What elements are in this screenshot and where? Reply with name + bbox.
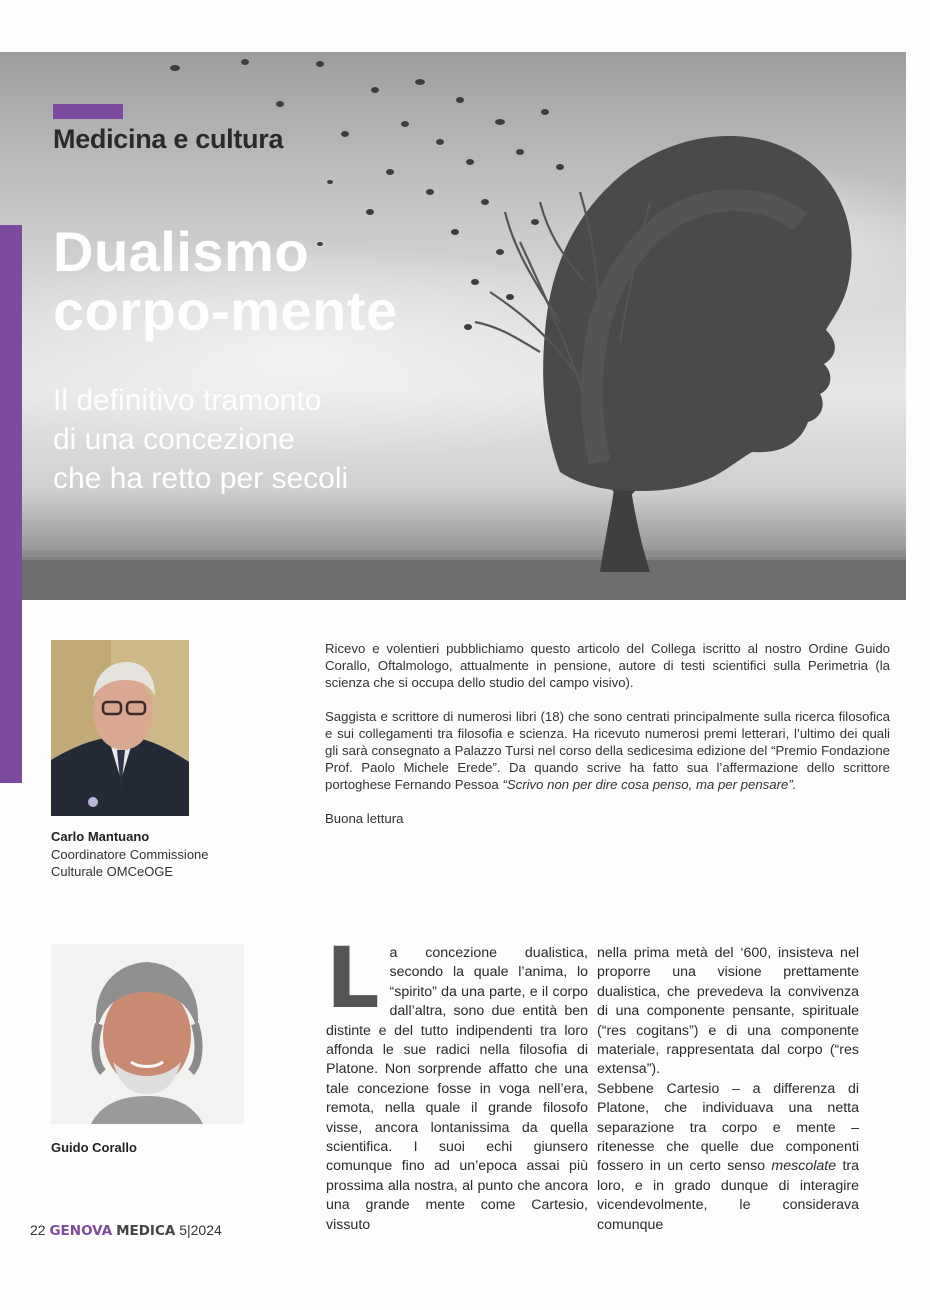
subtitle-line-3: che ha retto per secoli	[53, 462, 349, 495]
page-footer	[30, 1222, 222, 1239]
caption-name-corallo: Guido Corallo	[51, 1140, 137, 1155]
page-number: 22	[30, 1222, 46, 1238]
intro-paragraph-1: Ricevo e volentieri pubblichiamo questo articolo del Collega iscritto al nostro Ordine Guido Corallo, Oftalmologo, attualmente in pensione, autore di testi scientifici sulla Perimetria (la scienza che si occupa dello studio del campo visivo).	[325, 641, 890, 690]
article-column-1: La concezione dualistica, secondo la quale l’anima, lo “spirito” da una parte, e il corpo dall’altra, sono due entità ben distinte e del tutto indipendenti tra loro affonda le sue radici nella filosofia di Platone. Non sorprende affatto che una tale concezione fosse in voga nell’era, remota, nella quale il grande filosofo visse, ancora lontanissima da quella scientifica. I suoi echi giunsero comunque fino ad un’epoca assai più prossima alla nostra, al punto che ancora una grande mente come Cartesio, vissuto	[326, 929, 588, 1233]
author-photo-mantuano	[51, 640, 189, 816]
caption-role-mantuano: Coordinatore Commissione Culturale OMCeOGE	[51, 847, 209, 879]
author-photo-corallo	[51, 944, 244, 1124]
title-line-1: Dualismo	[53, 220, 310, 283]
section-marker	[53, 104, 123, 119]
intro-text	[325, 640, 890, 844]
title-line-2: corpo-mente	[53, 279, 398, 342]
caption-name-mantuano: Carlo Mantuano	[51, 829, 150, 844]
drop-cap: L	[326, 929, 380, 1027]
subtitle-line-2: di una concezione	[53, 423, 295, 456]
article-subtitle	[53, 381, 453, 498]
article-column-2: nella prima metà del ‘600, insisteva nel proporre una visione prettamente dualistica, che prevedeva la convivenza di una componente pensante, spirituale (“res cogitans”) e di una componente materiale, rappresentata dal corpo (“res extensa”). Sebbene Cartesio – a differenza di Platone, che individuava una netta separazione tra corpo e mente – ritenesse che quelle due componenti fossero in un certo senso mescolate tra loro, e in grado dunque di interagire vicendevolmente, le considerava comunque	[597, 945, 859, 1233]
intro-paragraph-2: Saggista e scrittore di numerosi libri (18) che sono centrati principalmente sulla ricerca filosofica e sui collegamenti tra filosofia e scienza. Ha ricevuto numerosi premi letterari, l’ultimo dei quali gli sarà consegnato a Palazzo Tursi nel corso della sedicesima edizione del “Premio Fondazione Prof. Paolo Michele Erede”. Da quando scrive ha fatto sua l’affermazione dello scrittore portoghese Fernando Pessoa “Scrivo non per dire cosa penso, ma per pensare”.	[325, 709, 890, 792]
brand-genova: GENOVA	[49, 1223, 113, 1239]
issue-number: 5|2024	[179, 1222, 222, 1238]
brand-medica: MEDICA	[116, 1223, 176, 1239]
accent-stripe	[0, 225, 22, 783]
article-title	[53, 222, 473, 340]
intro-paragraph-3: Buona lettura	[325, 811, 404, 826]
section-label: Medicina e cultura	[53, 124, 284, 154]
subtitle-line-1: Il definitivo tramonto	[53, 384, 322, 417]
